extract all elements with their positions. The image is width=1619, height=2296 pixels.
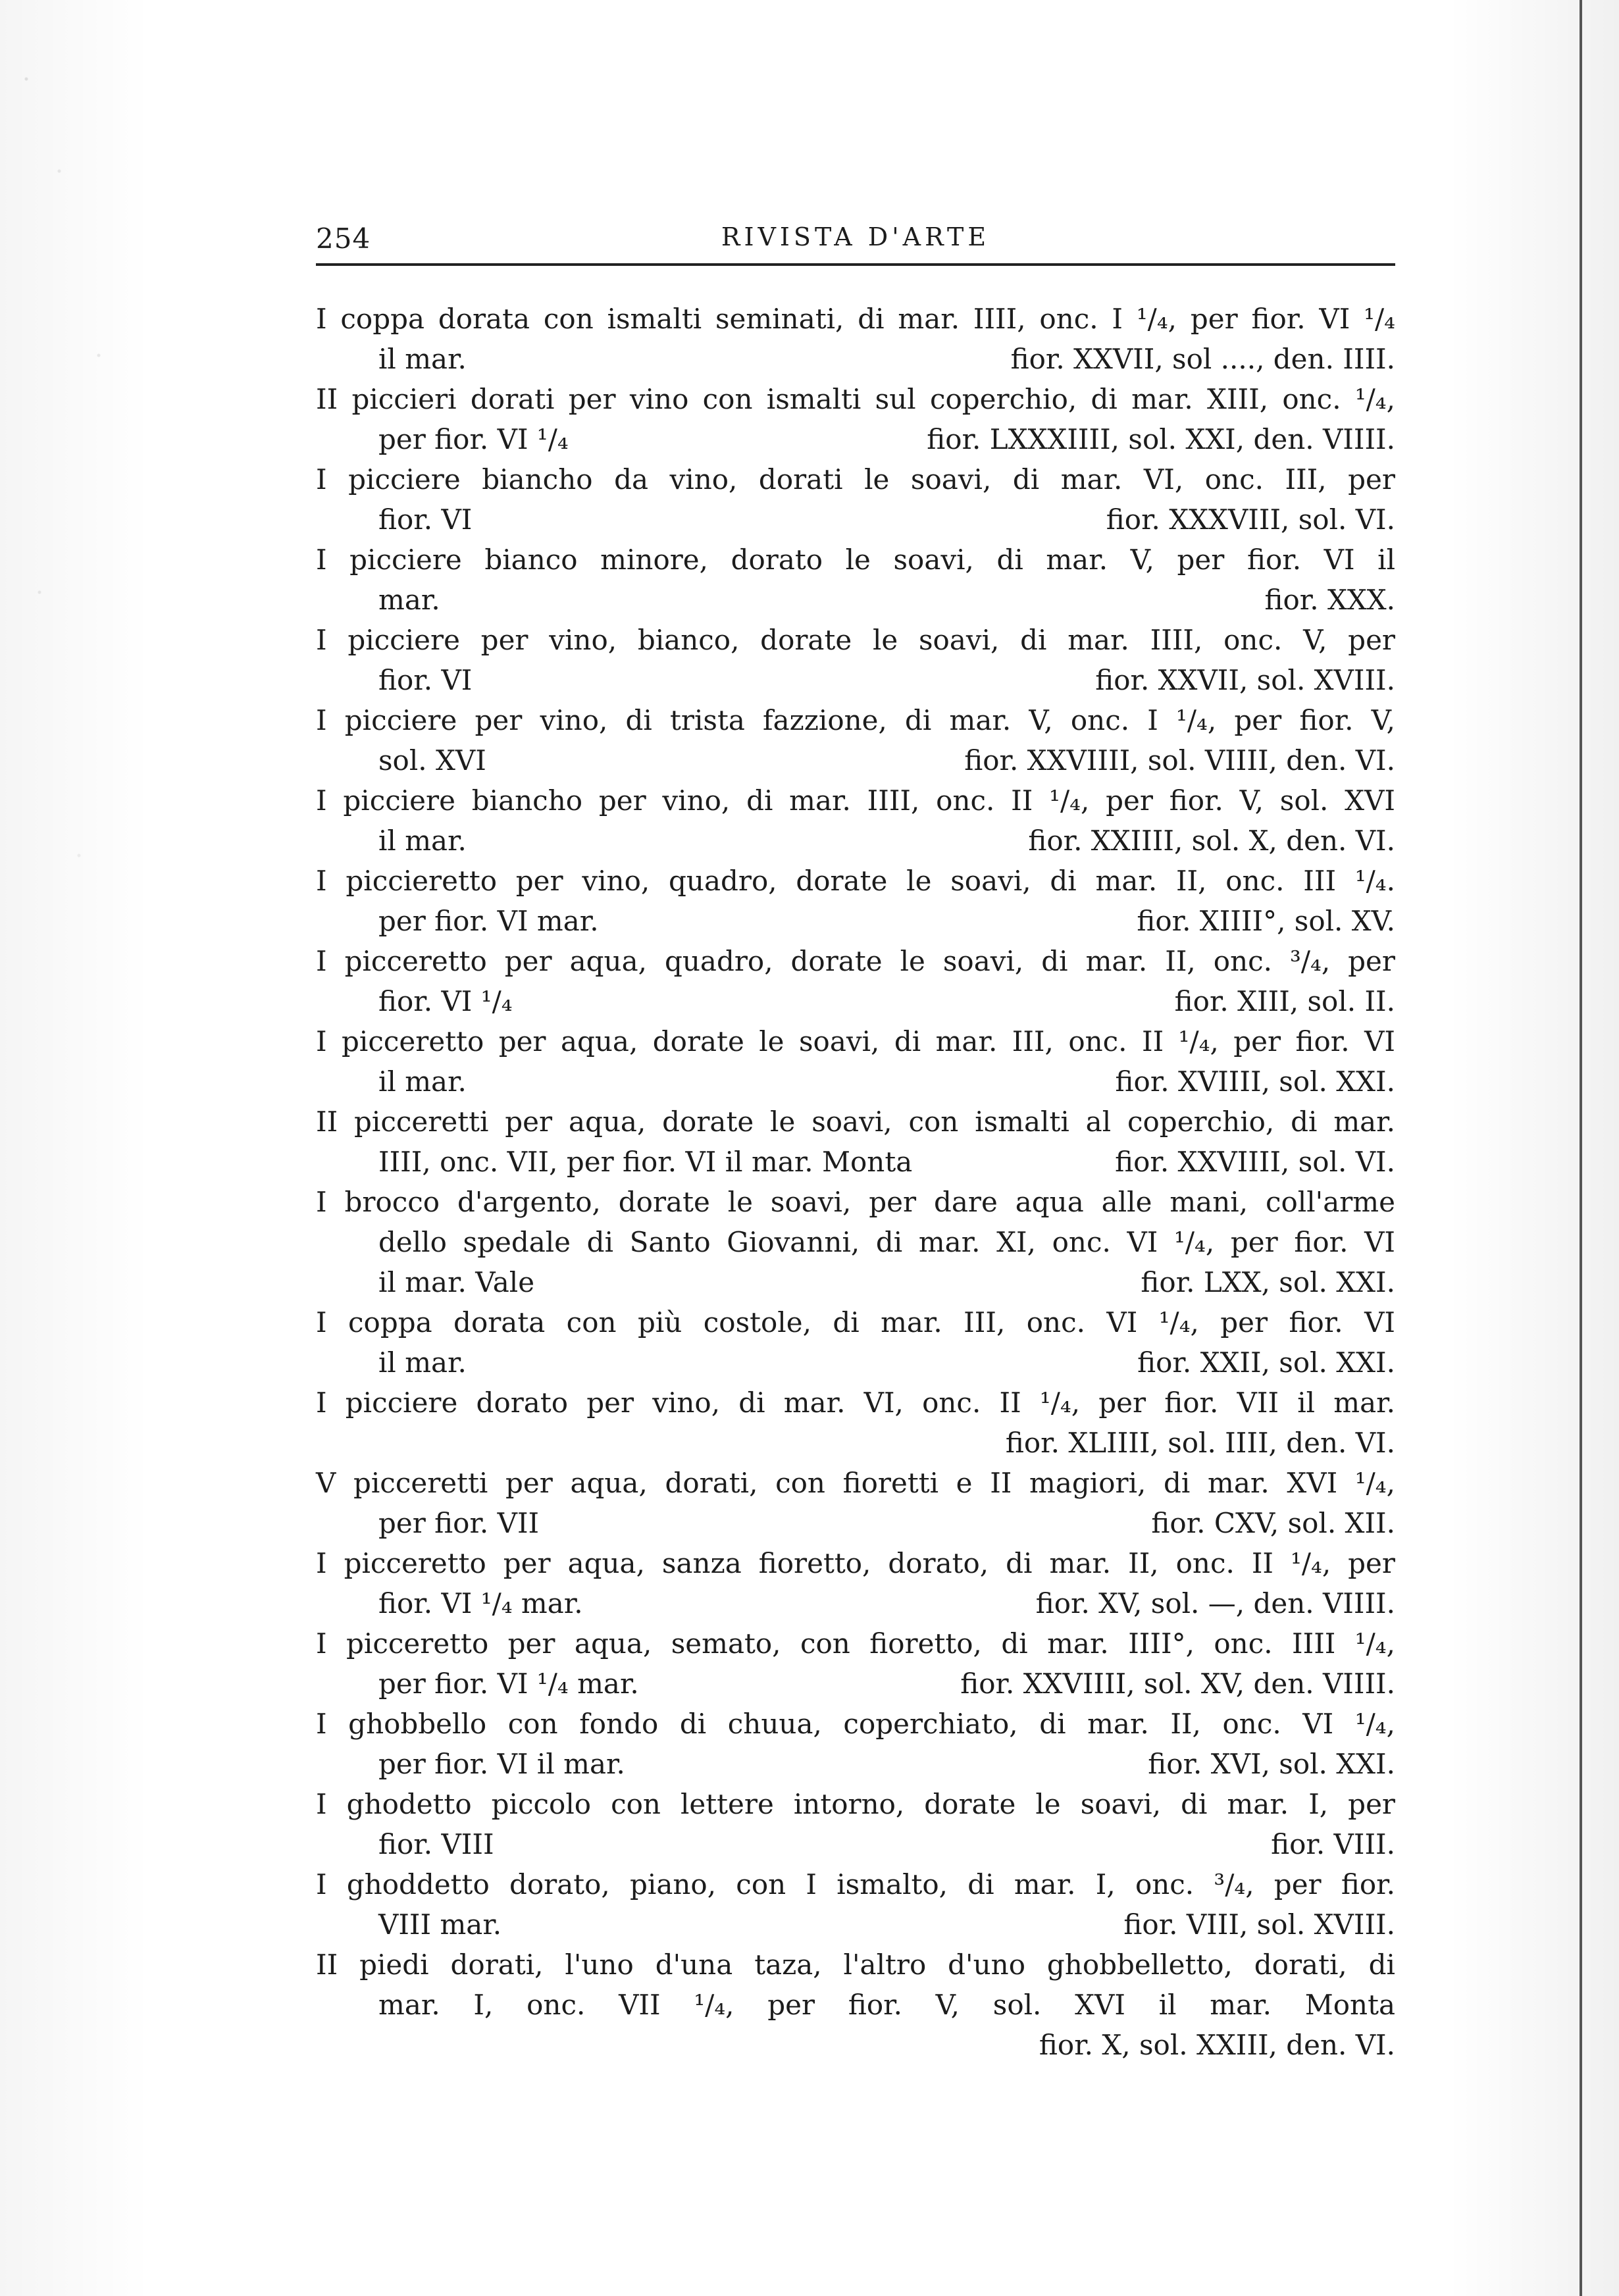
inventory-entry xyxy=(316,1302,1395,1383)
page-header xyxy=(316,211,1395,266)
entry-continuation-line xyxy=(316,1744,1395,1784)
scan-noise-left xyxy=(0,0,151,2296)
entry-continuation-line xyxy=(316,1262,1395,1302)
entry-first-line xyxy=(316,941,1395,981)
entry-text: II picceretti per aqua, dorate le soavi, con ismalti al coperchio, di mar. xyxy=(316,1106,1395,1138)
entry-text: il mar. xyxy=(378,1346,467,1379)
entry-text: fior. VI xyxy=(378,664,473,696)
entry-amount: fior. X, sol. XXIII, den. VI. xyxy=(1039,2029,1395,2061)
inventory-entry xyxy=(316,620,1395,700)
entry-text: per fior. VII xyxy=(378,1507,540,1539)
entry-amount: fior. XXVIIII, sol. VI. xyxy=(1115,1146,1395,1178)
inventory-entry xyxy=(316,1945,1395,2065)
entry-continuation-line xyxy=(316,740,1395,780)
running-title: RIVISTA D'ARTE xyxy=(721,222,990,251)
page-number: 254 xyxy=(316,222,371,255)
entry-text: I coppa dorata con ismalti seminati, di mar. IIII, onc. I ¹/₄, per fior. VI ¹/₄ xyxy=(316,303,1395,335)
entry-continuation-line xyxy=(316,1342,1395,1383)
entry-first-line xyxy=(316,1704,1395,1744)
entry-text: per fior. VI mar. xyxy=(378,905,599,937)
entry-text: per fior. VI ¹/₄ xyxy=(378,423,569,455)
entry-first-line xyxy=(316,1102,1395,1142)
inventory-entry xyxy=(316,1102,1395,1182)
inventory-entry xyxy=(316,1182,1395,1302)
entry-text: I picceretto per aqua, sanza fioretto, dorato, di mar. II, onc. II ¹/₄, per xyxy=(316,1547,1395,1579)
entry-text: VIII mar. xyxy=(378,1908,502,1941)
entry-amount: fior. LXX, sol. XXI. xyxy=(1141,1266,1395,1298)
entry-first-line xyxy=(316,1182,1395,1222)
entry-continuation-line xyxy=(316,1222,1395,1262)
entry-amount: fior. XXVIIII, sol. XV, den. VIIII. xyxy=(960,1668,1395,1700)
entry-amount: fior. XIII, sol. II. xyxy=(1174,985,1395,1017)
entry-continuation-line xyxy=(316,1423,1395,1463)
entry-text: mar. I, onc. VII ¹/₄, per fior. V, sol. XVI il mar. Monta xyxy=(378,1989,1395,2021)
entry-amount: fior. XV, sol. —, den. VIIII. xyxy=(1035,1587,1395,1620)
entry-text: II piedi dorati, l'uno d'una taza, l'altro d'uno ghobbelletto, dorati, di xyxy=(316,1949,1395,1981)
entry-amount: fior. XXVII, sol ...., den. IIII. xyxy=(1010,343,1395,375)
inventory-entry xyxy=(316,700,1395,780)
entry-continuation-line xyxy=(316,1664,1395,1704)
inventory-entry xyxy=(316,299,1395,379)
inventory-entry xyxy=(316,1021,1395,1102)
entry-first-line xyxy=(316,1543,1395,1583)
entry-amount: fior. XXVII, sol. XVIII. xyxy=(1095,664,1395,696)
scan-edge-right xyxy=(1448,0,1619,2296)
entry-first-line xyxy=(316,1784,1395,1824)
entry-first-line xyxy=(316,1302,1395,1342)
page xyxy=(316,211,1395,2065)
entry-text: fior. VI ¹/₄ mar. xyxy=(378,1587,583,1620)
entry-continuation-line xyxy=(316,2025,1395,2065)
entry-amount: fior. XIIII°, sol. XV. xyxy=(1137,905,1395,937)
entry-text: I picceretto per aqua, dorate le soavi, di mar. III, onc. II ¹/₄, per fior. VI xyxy=(316,1025,1395,1058)
inventory-entry xyxy=(316,861,1395,941)
entry-text: I brocco d'argento, dorate le soavi, per dare aqua alle mani, coll'arme xyxy=(316,1186,1395,1218)
entry-continuation-line xyxy=(316,1904,1395,1945)
entry-text: per fior. VI il mar. xyxy=(378,1748,625,1780)
inventory-entry xyxy=(316,540,1395,620)
entry-text: I picciere dorato per vino, di mar. VI, onc. II ¹/₄, per fior. VII il mar. xyxy=(316,1387,1395,1419)
entry-text: I coppa dorata con più costole, di mar. III, onc. VI ¹/₄, per fior. VI xyxy=(316,1306,1395,1339)
entry-continuation-line xyxy=(316,499,1395,540)
inventory-entries xyxy=(316,299,1395,2065)
entry-text: I picciere biancho per vino, di mar. IIII, onc. II ¹/₄, per fior. V, sol. XVI xyxy=(316,784,1395,817)
entry-text: il mar. xyxy=(378,343,467,375)
entry-continuation-line xyxy=(316,1824,1395,1864)
entry-continuation-line xyxy=(316,1142,1395,1182)
entry-first-line xyxy=(316,1623,1395,1664)
entry-first-line xyxy=(316,459,1395,499)
entry-continuation-line xyxy=(316,1985,1395,2025)
entry-text: I picciere per vino, di trista fazzione, di mar. V, onc. I ¹/₄, per fior. V, xyxy=(316,704,1395,736)
entry-text: I ghoddetto dorato, piano, con I ismalto, di mar. I, onc. ³/₄, per fior. xyxy=(316,1868,1395,1901)
entry-continuation-line xyxy=(316,901,1395,941)
entry-continuation-line xyxy=(316,419,1395,459)
inventory-entry xyxy=(316,1784,1395,1864)
entry-amount: fior. XVIIII, sol. XXI. xyxy=(1115,1065,1395,1098)
entry-amount: fior. LXXXIIII, sol. XXI, den. VIIII. xyxy=(927,423,1395,455)
entry-text: fior. VIII xyxy=(378,1828,494,1860)
entry-amount: fior. XXXVIII, sol. VI. xyxy=(1106,503,1395,536)
inventory-entry xyxy=(316,1543,1395,1623)
entry-continuation-line xyxy=(316,1583,1395,1623)
entry-text: per fior. VI ¹/₄ mar. xyxy=(378,1668,639,1700)
entry-text: il mar. xyxy=(378,1065,467,1098)
entry-continuation-line xyxy=(316,981,1395,1021)
entry-text: V picceretti per aqua, dorati, con fioretti e II magiori, di mar. XVI ¹/₄, xyxy=(316,1467,1395,1499)
entry-text: I piccieretto per vino, quadro, dorate le soavi, di mar. II, onc. III ¹/₄. xyxy=(316,865,1395,897)
entry-text: II piccieri dorati per vino con ismalti sul coperchio, di mar. XIII, onc. ¹/₄, xyxy=(316,383,1395,415)
entry-first-line xyxy=(316,1383,1395,1423)
entry-text: mar. xyxy=(378,584,440,616)
entry-text: I picceretto per aqua, quadro, dorate le soavi, di mar. II, onc. ³/₄, per xyxy=(316,945,1395,977)
entry-first-line xyxy=(316,299,1395,339)
entry-text: fior. VI ¹/₄ xyxy=(378,985,513,1017)
entry-first-line xyxy=(316,1463,1395,1503)
entry-continuation-line xyxy=(316,660,1395,700)
inventory-entry xyxy=(316,1704,1395,1784)
entry-first-line xyxy=(316,1945,1395,1985)
entry-text: il mar. Vale xyxy=(378,1266,535,1298)
entry-continuation-line xyxy=(316,821,1395,861)
entry-continuation-line xyxy=(316,339,1395,379)
entry-text: fior. VI xyxy=(378,503,473,536)
entry-first-line xyxy=(316,1864,1395,1904)
entry-amount: fior. VIII. xyxy=(1271,1828,1395,1860)
inventory-entry xyxy=(316,1383,1395,1463)
entry-amount: fior. XXX. xyxy=(1264,584,1395,616)
inventory-entry xyxy=(316,941,1395,1021)
inventory-entry xyxy=(316,780,1395,861)
entry-first-line xyxy=(316,780,1395,821)
entry-first-line xyxy=(316,700,1395,740)
entry-text: sol. XVI xyxy=(378,744,486,777)
entry-amount: fior. XXII, sol. XXI. xyxy=(1137,1346,1395,1379)
inventory-entry xyxy=(316,1623,1395,1704)
entry-text: I ghobbello con fondo di chuua, coperchiato, di mar. II, onc. VI ¹/₄, xyxy=(316,1708,1395,1740)
binding-line xyxy=(1580,0,1582,2296)
entry-text: I ghodetto piccolo con lettere intorno, dorate le soavi, di mar. I, per xyxy=(316,1788,1395,1820)
inventory-entry xyxy=(316,1864,1395,1945)
entry-first-line xyxy=(316,620,1395,660)
entry-amount: fior. XXVIIII, sol. VIIII, den. VI. xyxy=(964,744,1395,777)
entry-first-line xyxy=(316,861,1395,901)
entry-continuation-line xyxy=(316,1503,1395,1543)
entry-amount: fior. XVI, sol. XXI. xyxy=(1148,1748,1395,1780)
entry-amount: fior. VIII, sol. XVIII. xyxy=(1123,1908,1395,1941)
entry-amount: fior. XLIIII, sol. IIII, den. VI. xyxy=(1005,1427,1395,1459)
entry-continuation-line xyxy=(316,580,1395,620)
entry-amount: fior. XXIIII, sol. X, den. VI. xyxy=(1028,825,1395,857)
entry-text: dello spedale di Santo Giovanni, di mar. XI, onc. VI ¹/₄, per fior. VI xyxy=(378,1226,1395,1258)
inventory-entry xyxy=(316,379,1395,459)
inventory-entry xyxy=(316,1463,1395,1543)
entry-first-line xyxy=(316,540,1395,580)
entry-first-line xyxy=(316,379,1395,419)
entry-text: I picceretto per aqua, semato, con fioretto, di mar. IIII°, onc. IIII ¹/₄, xyxy=(316,1627,1395,1660)
entry-text: I picciere bianco minore, dorato le soavi, di mar. V, per fior. VI il xyxy=(316,544,1395,576)
entry-continuation-line xyxy=(316,1061,1395,1102)
entry-text: I picciere biancho da vino, dorati le soavi, di mar. VI, onc. III, per xyxy=(316,463,1395,496)
entry-first-line xyxy=(316,1021,1395,1061)
entry-text: il mar. xyxy=(378,825,467,857)
entry-text: IIII, onc. VII, per fior. VI il mar. Monta xyxy=(378,1146,913,1178)
inventory-entry xyxy=(316,459,1395,540)
entry-text: I picciere per vino, bianco, dorate le soavi, di mar. IIII, onc. V, per xyxy=(316,624,1395,656)
entry-amount: fior. CXV, sol. XII. xyxy=(1151,1507,1395,1539)
